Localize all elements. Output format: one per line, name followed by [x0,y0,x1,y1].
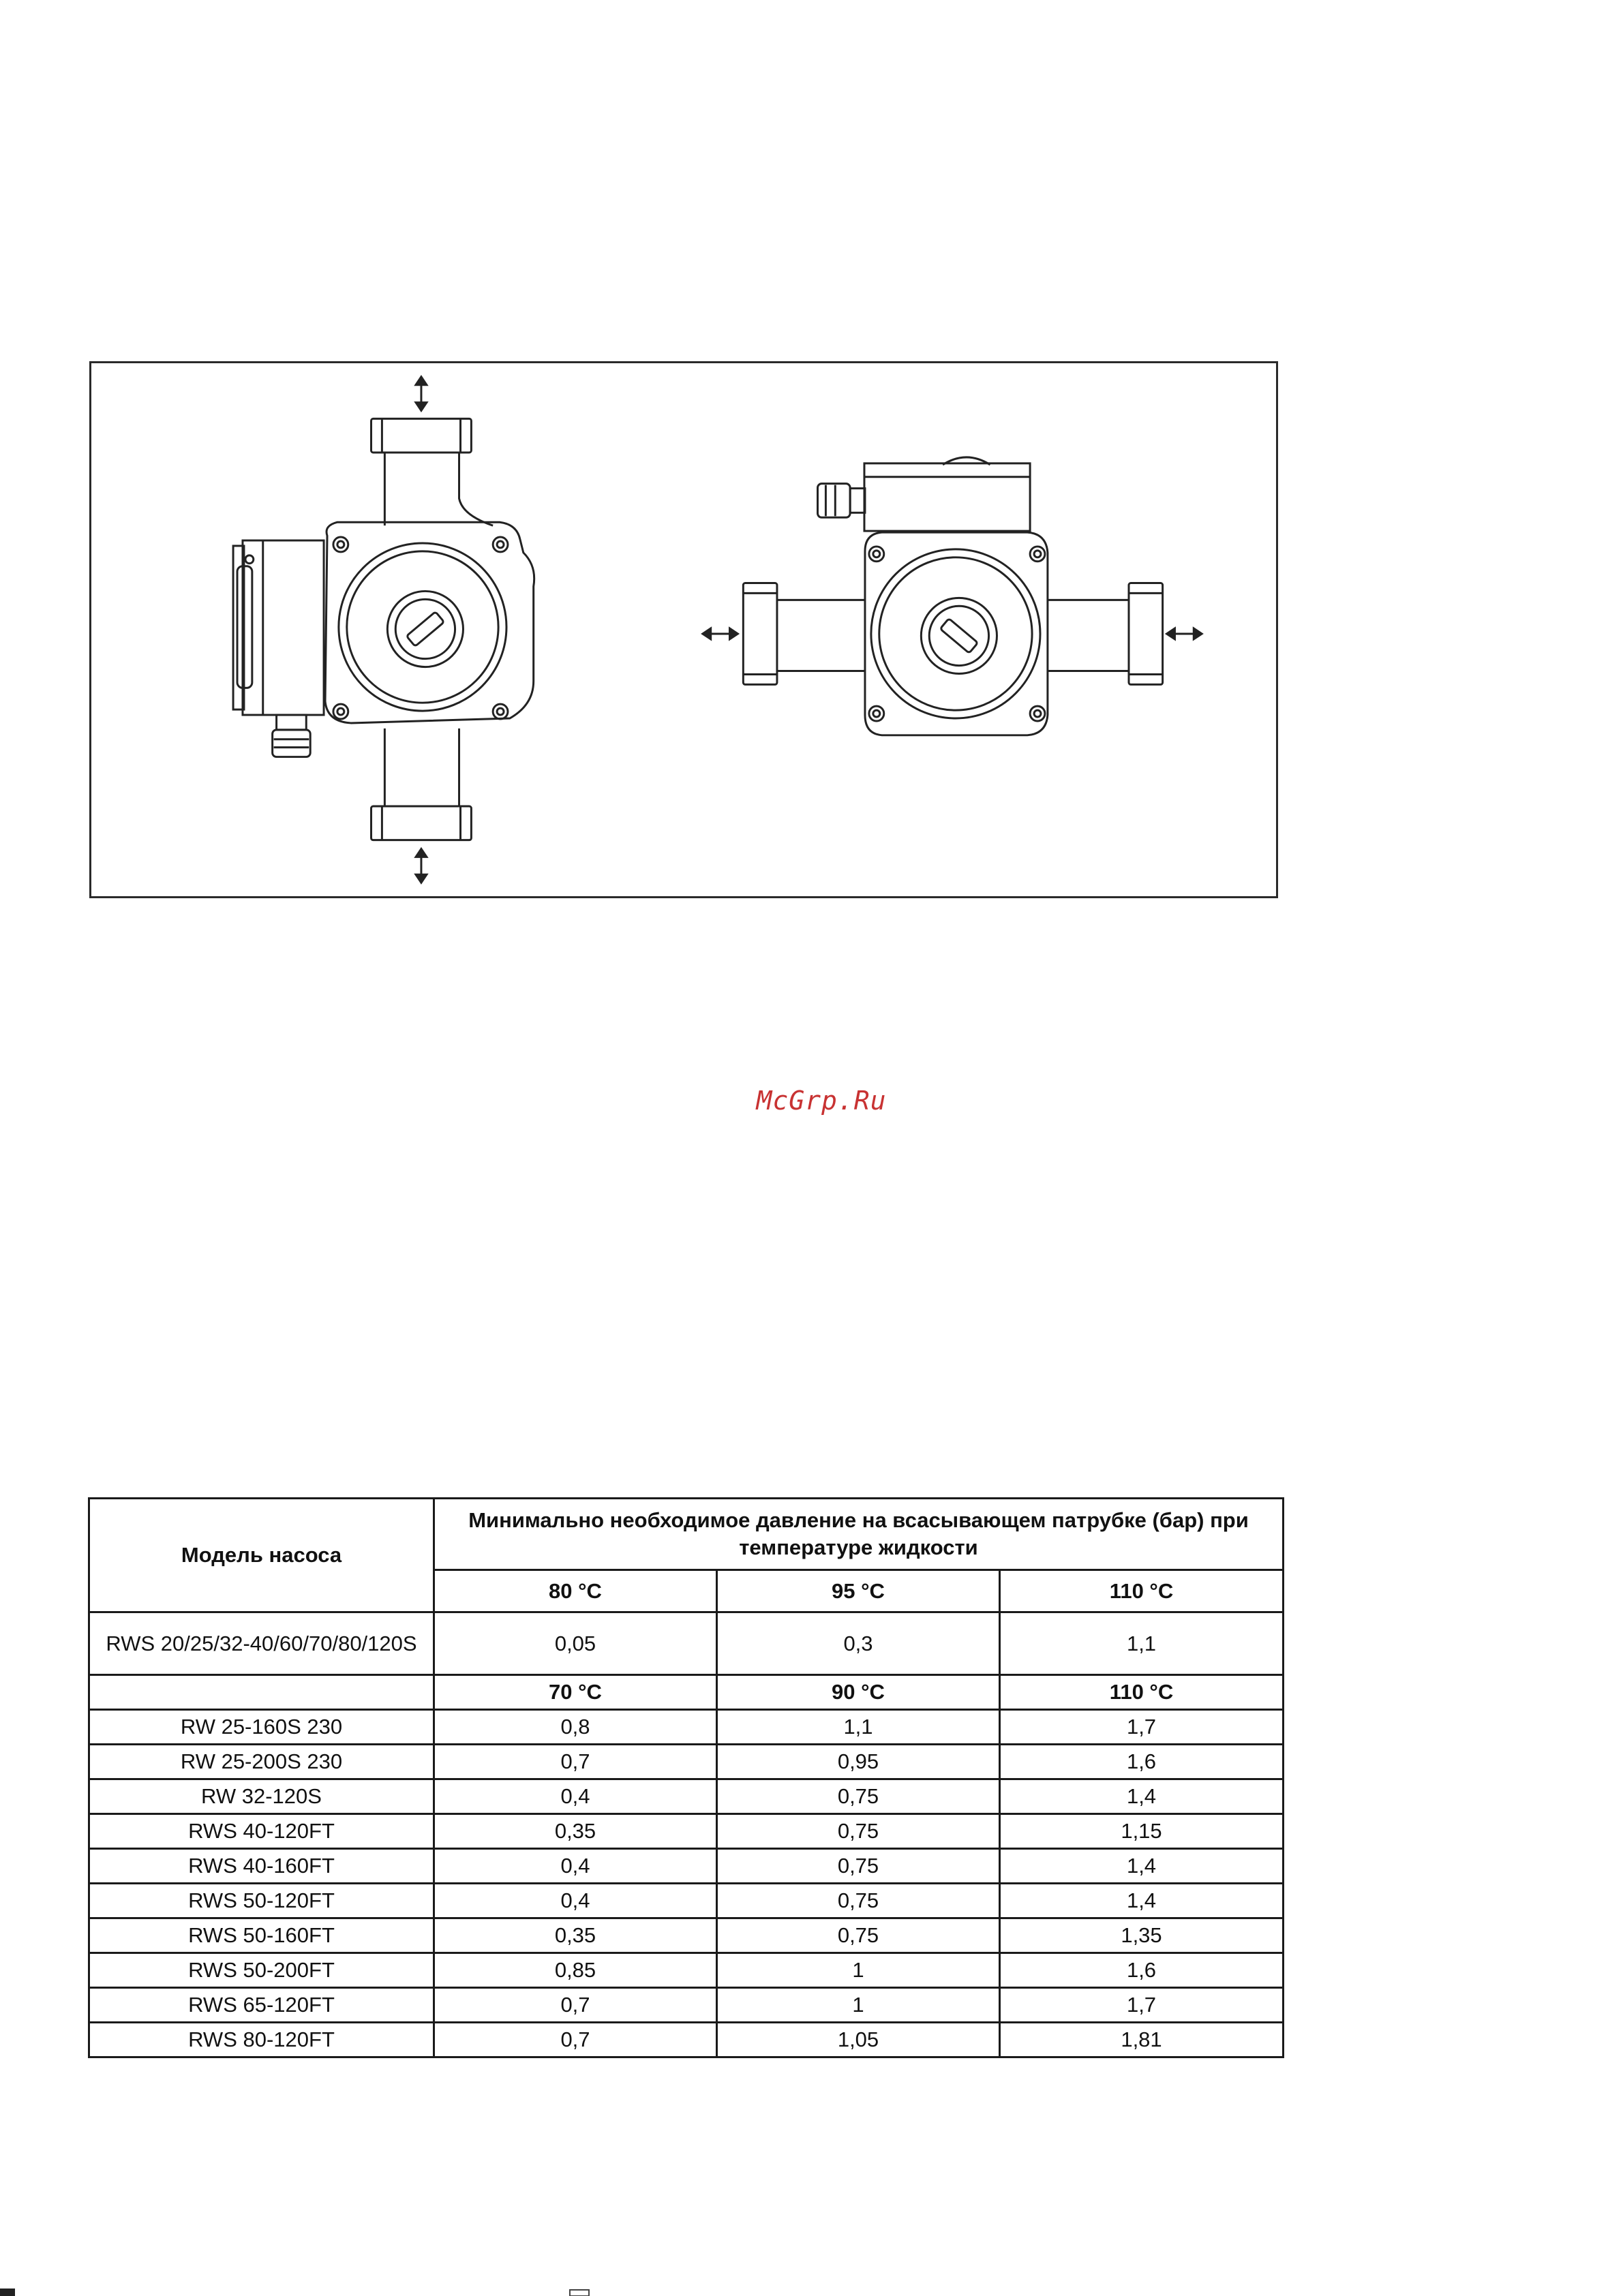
pump-horizontal-icon [703,457,1202,735]
value-cell: 0,35 [434,1918,717,1953]
value-cell: 1,6 [1000,1745,1284,1779]
group2-body [89,1710,1284,2057]
table-row [89,1849,1284,1884]
value-cell: 1,4 [1000,1849,1284,1884]
watermark: McGrp.Ru [756,1086,887,1116]
table-row [89,1710,1284,1745]
model-cell: RWS 50-200FT [89,1953,434,1988]
value-cell: 0,75 [717,1918,1000,1953]
model-cell: RW 32-120S [89,1779,434,1814]
value-cell: 0,85 [434,1953,717,1988]
value-cell: 0,95 [717,1745,1000,1779]
model-cell: RWS 50-160FT [89,1918,434,1953]
value-cell: 0,75 [717,1814,1000,1849]
value-cell: 0,75 [717,1779,1000,1814]
model-header: Модель насоса [89,1499,434,1612]
value-cell: 1,7 [1000,1710,1284,1745]
value-cell: 1,7 [1000,1988,1284,2023]
model-cell: RWS 20/25/32-40/60/70/80/120S [89,1612,434,1675]
model-cell: RWS 65-120FT [89,1988,434,2023]
value-cell: 1,81 [1000,2023,1284,2057]
table-row [89,2023,1284,2057]
value-cell: 1,6 [1000,1953,1284,1988]
value-cell: 1 [717,1953,1000,1988]
value-cell: 1,35 [1000,1918,1284,1953]
value-cell: 1,4 [1000,1779,1284,1814]
temp-header: 110 °C [1000,1675,1284,1710]
value-cell: 0,35 [434,1814,717,1849]
value-cell: 0,4 [434,1884,717,1918]
value-cell: 0,4 [434,1779,717,1814]
model-cell: RW 25-160S 230 [89,1710,434,1745]
table-row [89,1779,1284,1814]
empty-cell [89,1675,434,1710]
table-row [89,1745,1284,1779]
table-row [89,1612,1284,1675]
table-row [89,1884,1284,1918]
value-cell: 1 [717,1988,1000,2023]
value-cell: 1,1 [717,1710,1000,1745]
value-cell: 0,05 [434,1612,717,1675]
pump-orientation-figure [89,361,1278,898]
value-cell: 1,4 [1000,1884,1284,1918]
temp-header: 110 °C [1000,1570,1284,1612]
temp-header: 95 °C [717,1570,1000,1612]
table-row [89,1814,1284,1849]
table-row [89,1918,1284,1953]
value-cell: 0,7 [434,2023,717,2057]
model-cell: RWS 80-120FT [89,2023,434,2057]
page-edge-marks [0,2287,1623,2296]
model-cell: RWS 40-160FT [89,1849,434,1884]
model-cell: RWS 50-120FT [89,1884,434,1918]
pressure-table [88,1497,1284,2058]
pressure-header: Минимально необходимое давление на всасывающем патрубке (бар) при температуре жидкости [434,1499,1284,1570]
value-cell: 0,3 [717,1612,1000,1675]
value-cell: 1,05 [717,2023,1000,2057]
value-cell: 1,1 [1000,1612,1284,1675]
model-cell: RWS 40-120FT [89,1814,434,1849]
table-row [89,1953,1284,1988]
value-cell: 0,8 [434,1710,717,1745]
value-cell: 0,7 [434,1745,717,1779]
table-row [89,1988,1284,2023]
model-cell: RW 25-200S 230 [89,1745,434,1779]
value-cell: 0,75 [717,1849,1000,1884]
temp-header: 70 °C [434,1675,717,1710]
value-cell: 1,15 [1000,1814,1284,1849]
temp-header: 80 °C [434,1570,717,1612]
pump-vertical-icon [233,377,534,883]
value-cell: 0,75 [717,1884,1000,1918]
value-cell: 0,4 [434,1849,717,1884]
temp-header: 90 °C [717,1675,1000,1710]
value-cell: 0,7 [434,1988,717,2023]
